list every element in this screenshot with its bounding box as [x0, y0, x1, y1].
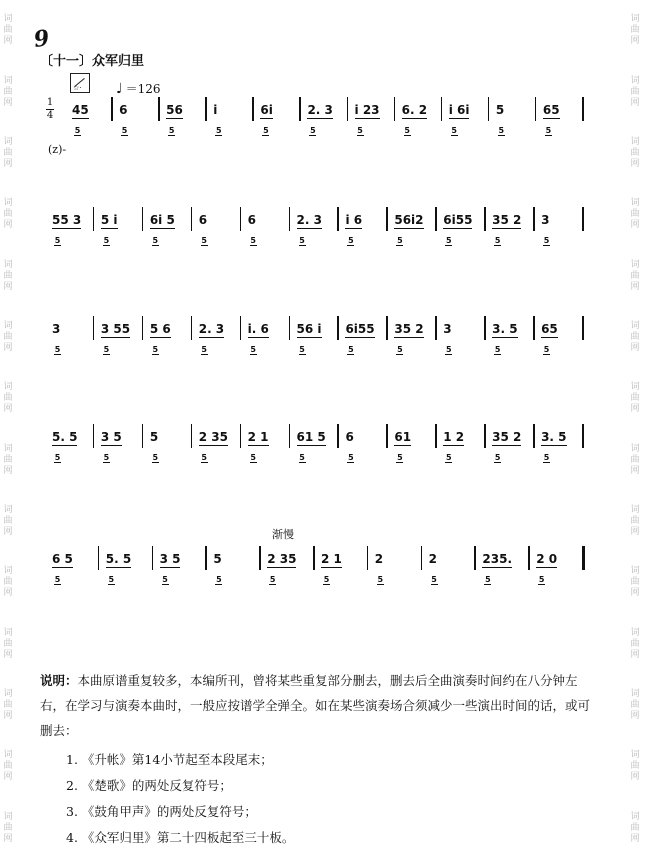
- melody-measure: 2: [374, 552, 384, 566]
- melody-measure: 3: [443, 322, 452, 336]
- row-annotation: (z)-: [48, 143, 67, 156]
- bass-note: 5: [54, 453, 61, 462]
- bass-note: 5: [216, 575, 222, 584]
- notes-lead: 说明：: [40, 673, 78, 688]
- bar-line: [484, 316, 486, 340]
- melody-measure: 6: [345, 430, 354, 444]
- list-item: 4. 《众军归里》第二十四板起至三十板。: [66, 830, 295, 845]
- bass-note: 5: [54, 236, 61, 245]
- melody-measure: 55 3: [52, 213, 82, 227]
- melody-measure: 2. 3: [307, 103, 333, 117]
- explanation-notes: [40, 668, 600, 851]
- melody-measure: 2. 3: [198, 322, 225, 336]
- page-number: 9: [32, 25, 52, 53]
- melody-measure: 5. 5: [52, 430, 78, 444]
- bar-line: [582, 316, 584, 340]
- bar-line: [535, 97, 537, 121]
- bar-line: [259, 546, 261, 570]
- melody-measure: 3: [52, 322, 61, 336]
- melody-measure: 3 5: [100, 430, 122, 444]
- bar-line: [533, 424, 535, 448]
- bass-note: 5: [310, 126, 316, 135]
- bar-line: [299, 97, 301, 121]
- melody-measure: 61 5: [296, 430, 326, 444]
- melody-measure: 3 55: [100, 322, 131, 336]
- bar-line: [93, 424, 95, 448]
- bass-note: 5: [74, 126, 81, 135]
- melody-measure: 56i2: [394, 213, 424, 227]
- bass-note: 5: [215, 126, 222, 135]
- tempo-value: ＝126: [125, 82, 161, 96]
- bass-note: 5: [108, 575, 115, 584]
- melody-measure: 6. 2: [401, 103, 428, 117]
- bass-note: 5: [250, 453, 256, 462]
- watermark-text: 词 曲 网: [630, 75, 640, 108]
- bass-note: 5: [543, 453, 550, 462]
- bass-note: 5: [397, 453, 403, 462]
- notes-body: 本曲原谱重复较多，本编所刊，曾将某些重复部分删去，删去后全曲演奏时间约在八分钟左右，在学习与演奏本曲时，一般应按谱学全弹全。如在某些演奏场合须减少一些演出时间的话，或可删去：: [40, 673, 591, 738]
- score-row: [0, 103, 645, 183]
- watermark-text: 词 曲 网: [630, 259, 640, 292]
- bar-line: [441, 97, 443, 121]
- bass-note: 5: [348, 236, 354, 245]
- score-row: [0, 430, 645, 510]
- bass-note: 5: [152, 345, 159, 354]
- bass-note: 5: [357, 126, 363, 135]
- watermark-text: 词 曲 网: [630, 320, 640, 353]
- melody-measure: 1 2: [443, 430, 465, 444]
- bass-note: 5: [348, 453, 354, 462]
- bass-note: 5: [431, 575, 437, 584]
- melody-measure: 5. 5: [105, 552, 132, 566]
- watermark-text: 词 曲 网: [3, 14, 13, 47]
- melody-measure: 2 0: [536, 552, 558, 566]
- list-item: 2. 《楚歌》的两处反复符号；: [66, 778, 232, 793]
- bar-line: [386, 316, 388, 340]
- bass-note: 5: [445, 236, 452, 245]
- melody-measure: i. 6: [247, 322, 269, 336]
- melody-measure: 35 2: [394, 322, 424, 336]
- bass-note: 5: [54, 345, 61, 354]
- bar-line: [582, 546, 585, 570]
- watermark-text: 词 曲 网: [630, 566, 640, 599]
- bass-note: 5: [152, 236, 159, 245]
- melody-measure: 5 i: [100, 213, 118, 227]
- watermark-text: 词 曲 网: [3, 382, 13, 415]
- melody-measure: 5 6: [149, 322, 171, 336]
- melody-measure: 65: [541, 322, 558, 336]
- watermark-text: 词 曲 网: [630, 627, 640, 660]
- instrument-symbol-icon: ☆·: [70, 73, 90, 93]
- bass-note: 5: [445, 453, 452, 462]
- watermark-text: 词 曲 网: [3, 750, 13, 783]
- bar-line: [337, 316, 339, 340]
- melody-measure: 56: [166, 103, 183, 117]
- melody-measure: i: [213, 103, 218, 117]
- watermark-text: 词 曲 网: [630, 688, 640, 721]
- bass-note: 5: [451, 126, 457, 135]
- bar-line: [435, 316, 437, 340]
- bass-note: 5: [152, 453, 159, 462]
- bass-note: 5: [103, 236, 110, 245]
- melody-measure: 3. 5: [492, 322, 518, 336]
- watermark-text: 词 曲 网: [3, 259, 13, 292]
- melody-measure: 35 2: [492, 430, 522, 444]
- melody-measure: 6i55: [443, 213, 473, 227]
- bar-line: [240, 207, 242, 231]
- melody-measure: 3: [541, 213, 550, 227]
- bar-line: [191, 424, 193, 448]
- bass-note: 5: [103, 345, 110, 354]
- time-signature-bottom: 4: [46, 110, 54, 121]
- bass-note: 5: [250, 345, 256, 354]
- watermark-text: 词 曲 网: [3, 811, 13, 844]
- watermark-text: 词 曲 网: [3, 136, 13, 169]
- bass-note: 5: [494, 453, 501, 462]
- watermark-text: 词 曲 网: [630, 504, 640, 537]
- bass-note: 5: [323, 575, 330, 584]
- list-item: 1. 《升帐》第14小节起至本段尾末；: [66, 752, 273, 767]
- melody-measure: 3. 5: [541, 430, 567, 444]
- tempo-mark: [116, 80, 161, 97]
- bar-line: [337, 207, 339, 231]
- bar-line: [435, 424, 437, 448]
- bar-line: [191, 207, 193, 231]
- bass-note: 5: [201, 453, 207, 462]
- bass-note: 5: [162, 575, 168, 584]
- bass-note: 5: [498, 126, 505, 135]
- watermark-text: 词 曲 网: [3, 443, 13, 476]
- watermark-text: 词 曲 网: [630, 382, 640, 415]
- bar-line: [252, 97, 254, 121]
- bar-line: [142, 316, 144, 340]
- bar-line: [158, 97, 160, 121]
- bass-note: 5: [494, 345, 501, 354]
- melody-measure: i 6i: [448, 103, 470, 117]
- melody-measure: i 6: [345, 213, 363, 227]
- melody-measure: 5: [495, 103, 505, 117]
- tempo-change-label: 渐慢: [272, 528, 294, 541]
- score-row: [0, 213, 645, 293]
- bass-note: 5: [269, 575, 276, 584]
- melody-measure: 2 1: [247, 430, 269, 444]
- melody-measure: 6 5: [52, 552, 73, 566]
- bar-line: [142, 424, 144, 448]
- bass-note: 5: [54, 575, 61, 584]
- bass-note: 5: [397, 345, 403, 354]
- melody-measure: i 23: [354, 103, 380, 117]
- watermark-text: 词 曲 网: [3, 320, 13, 353]
- bar-line: [289, 207, 291, 231]
- melody-measure: 5: [149, 430, 159, 444]
- notes-list: [40, 747, 600, 851]
- watermark-text: 词 曲 网: [630, 14, 640, 47]
- watermark-text: 词 曲 网: [3, 627, 13, 660]
- bar-line: [240, 316, 242, 340]
- bar-line: [205, 97, 207, 121]
- melody-measure: 3 5: [159, 552, 181, 566]
- bar-line: [528, 546, 530, 570]
- watermark-text: 词 曲 网: [630, 443, 640, 476]
- bar-line: [488, 97, 490, 121]
- watermark-text: 词 曲 网: [3, 566, 13, 599]
- bar-line: [240, 424, 242, 448]
- watermark-text: 词 曲 网: [3, 688, 13, 721]
- melody-measure: 6i: [260, 103, 273, 117]
- bar-line: [582, 424, 584, 448]
- bar-line: [93, 316, 95, 340]
- bar-line: [533, 316, 535, 340]
- bar-line: [152, 546, 154, 570]
- bar-line: [111, 97, 113, 121]
- bass-note: 5: [445, 345, 452, 354]
- bass-note: 5: [299, 345, 305, 354]
- bass-note: 5: [494, 236, 501, 245]
- melody-measure: 2: [428, 552, 437, 566]
- bass-note: 5: [377, 575, 384, 584]
- bar-line: [191, 316, 193, 340]
- bar-line: [533, 207, 535, 231]
- bass-note: 5: [397, 236, 403, 245]
- melody-measure: 35 2: [492, 213, 522, 227]
- bass-note: 5: [299, 453, 305, 462]
- bass-note: 5: [348, 345, 354, 354]
- bass-note: 5: [263, 126, 269, 135]
- melody-measure: 45: [72, 103, 89, 117]
- melody-measure: 6: [247, 213, 256, 227]
- bar-line: [347, 97, 349, 121]
- bar-line: [394, 97, 396, 121]
- bass-note: 5: [538, 575, 545, 584]
- bass-note: 5: [103, 453, 110, 462]
- score-row: [0, 322, 645, 402]
- melody-measure: 6: [198, 213, 208, 227]
- watermark-text: 词 曲 网: [630, 750, 640, 783]
- watermark-text: 词 曲 网: [630, 811, 640, 844]
- bar-line: [582, 97, 584, 121]
- bar-line: [337, 424, 339, 448]
- melody-measure: 65: [542, 103, 560, 117]
- bar-line: [582, 207, 584, 231]
- watermark-text: 词 曲 网: [3, 75, 13, 108]
- quarter-note-icon: ♩: [116, 80, 123, 97]
- bar-line: [474, 546, 476, 570]
- bar-line: [93, 207, 95, 231]
- melody-measure: 2 35: [198, 430, 228, 444]
- score-row: [0, 528, 645, 632]
- watermark-text: 词 曲 网: [630, 198, 640, 231]
- melody-measure: 6: [119, 103, 128, 117]
- watermark-text: 词 曲 网: [3, 198, 13, 231]
- melody-measure: 61: [394, 430, 412, 444]
- bar-line: [367, 546, 369, 570]
- bar-line: [386, 207, 388, 231]
- bar-line: [98, 546, 100, 570]
- bass-note: 5: [543, 236, 550, 245]
- bar-line: [205, 546, 207, 570]
- bass-note: 5: [404, 126, 410, 135]
- piece-title: 〔十一〕众军归里: [40, 54, 145, 69]
- bar-line: [142, 207, 144, 231]
- melody-measure: 2 1: [321, 552, 342, 566]
- bar-line: [289, 316, 291, 340]
- melody-measure: 56 i: [296, 322, 322, 336]
- bass-note: 5: [299, 236, 305, 245]
- bar-line: [421, 546, 423, 570]
- bar-line: [435, 207, 437, 231]
- melody-measure: 2. 3: [296, 213, 322, 227]
- bar-line: [484, 207, 486, 231]
- time-signature-top: 1: [46, 97, 54, 108]
- bass-note: 5: [545, 126, 552, 135]
- bar-line: [313, 546, 315, 570]
- bass-note: 5: [201, 345, 207, 354]
- bar-line: [484, 424, 486, 448]
- melody-measure: 6i 5: [149, 213, 175, 227]
- bass-note: 5: [543, 345, 550, 354]
- melody-measure: 6i55: [345, 322, 375, 336]
- melody-measure: 5: [213, 552, 222, 566]
- watermark-text: 词 曲 网: [3, 504, 13, 537]
- list-item: 3. 《鼓角甲声》的两处反复符号；: [66, 804, 257, 819]
- melody-measure: 2 35: [267, 552, 297, 566]
- bass-note: 5: [485, 575, 491, 584]
- bass-note: 5: [201, 236, 207, 245]
- bass-note: 5: [168, 126, 175, 135]
- bass-note: 5: [250, 236, 256, 245]
- bar-line: [386, 424, 388, 448]
- melody-measure: 235.: [482, 552, 512, 566]
- watermark-text: 词 曲 网: [630, 136, 640, 169]
- bar-line: [289, 424, 291, 448]
- bass-note: 5: [121, 126, 128, 135]
